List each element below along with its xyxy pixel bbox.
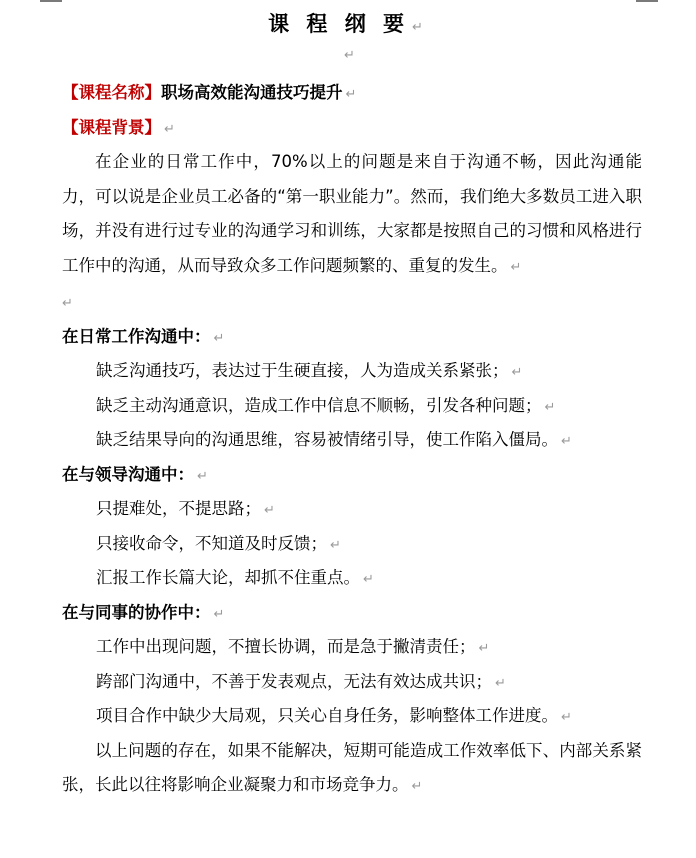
list-item: [62, 665, 642, 700]
paragraph-mark-icon: ↵: [213, 330, 225, 346]
list-item: [62, 630, 642, 665]
list-item-text: 项目合作中缺少大局观，只关心自身任务，影响整体工作进度。: [96, 706, 558, 725]
document-body: [62, 76, 642, 805]
paragraph-mark-icon: ↵: [478, 641, 490, 656]
list-item-text: 缺乏结果导向的沟通思维，容易被情绪引导，使工作陷入僵局。: [96, 430, 558, 449]
page-corner-mark-right: [636, 0, 658, 2]
list-item: [62, 699, 642, 734]
document-title: [0, 8, 696, 38]
section-heading-text: 在与同事的协作中：: [62, 602, 211, 622]
course-background-line: [62, 111, 642, 146]
list-item-text: 汇报工作长篇大论，却抓不住重点。: [96, 568, 360, 587]
course-name: 职场高效能沟通技巧提升: [161, 83, 343, 102]
background-text: 在企业的日常工作中，70%以上的问题是来自于沟通不畅，因此沟通能力，可以说是企业员工必备的“第一职业能力”。然而，我们绝大多数员工进入职场，并没有进行过专业的沟通学习和训练，大家都是按照自己的习惯和风格进行工作中的沟通，从而导致众多工作问题频繁的、重复的发生。: [62, 152, 642, 275]
background-paragraph: [62, 145, 642, 285]
course-background-label: 【课程背景】: [62, 117, 161, 137]
section-heading-colleague: [62, 596, 642, 631]
empty-paragraph: [62, 285, 642, 320]
list-item-text: 跨部门沟通中，不善于发表观点，无法有效达成共识；: [96, 671, 492, 691]
list-item-text: 只接收命令，不知道及时反馈；: [96, 533, 327, 553]
paragraph-mark-icon: ↵: [544, 399, 556, 415]
list-item: [62, 389, 642, 424]
paragraph-mark-icon: ↵: [363, 572, 374, 587]
list-item-text: 只提难处，不提思路；: [96, 499, 261, 518]
list-item-text: 工作中出现问题，不擅长协调，而是急于撇清责任；: [96, 637, 476, 656]
list-item: [62, 492, 642, 527]
empty-paragraph: [0, 44, 696, 63]
title-text: 课 程 纲 要: [268, 12, 410, 36]
paragraph-mark-icon: ↵: [264, 503, 275, 518]
section-heading-leader: [62, 458, 642, 493]
course-name-label: 【课程名称】: [62, 83, 161, 102]
paragraph-mark-icon: ↵: [495, 675, 506, 691]
section-heading-text: 在与领导沟通中：: [62, 464, 194, 484]
paragraph-mark-icon: ↵: [164, 121, 175, 137]
paragraph-mark-icon: ↵: [330, 537, 341, 553]
paragraph-mark-icon: ↵: [412, 20, 428, 35]
list-item-text: 缺乏沟通技巧，表达过于生硬直接，人为造成关系紧张；: [96, 361, 509, 380]
paragraph-mark-icon: ↵: [561, 434, 572, 449]
paragraph-mark-icon: ↵: [411, 779, 423, 794]
list-item: [62, 354, 642, 389]
section-heading-text: 在日常工作沟通中：: [62, 326, 211, 346]
paragraph-mark-icon: ↵: [213, 606, 225, 622]
conclusion-text: 以上问题的存在，如果不能解决，短期可能造成工作效率低下、内部关系紧张，长此以往将影响企业凝聚力和市场竞争力。: [62, 740, 642, 794]
list-item: [62, 527, 642, 562]
course-name-line: [62, 76, 642, 111]
list-item: [62, 561, 642, 596]
page-corner-mark-left: [40, 0, 62, 2]
section-heading-daily: [62, 320, 642, 355]
paragraph-mark-icon: ↵: [561, 710, 572, 725]
paragraph-mark-icon: ↵: [62, 296, 73, 311]
list-item: [62, 423, 642, 458]
paragraph-mark-icon: ↵: [197, 468, 208, 484]
paragraph-mark-icon: ↵: [344, 48, 355, 63]
paragraph-mark-icon: ↵: [510, 259, 522, 275]
conclusion-paragraph: [62, 734, 642, 805]
list-item-text: 缺乏主动沟通意识，造成工作中信息不顺畅，引发各种问题；: [96, 395, 542, 415]
paragraph-mark-icon: ↵: [511, 365, 523, 380]
paragraph-mark-icon: ↵: [345, 87, 357, 102]
